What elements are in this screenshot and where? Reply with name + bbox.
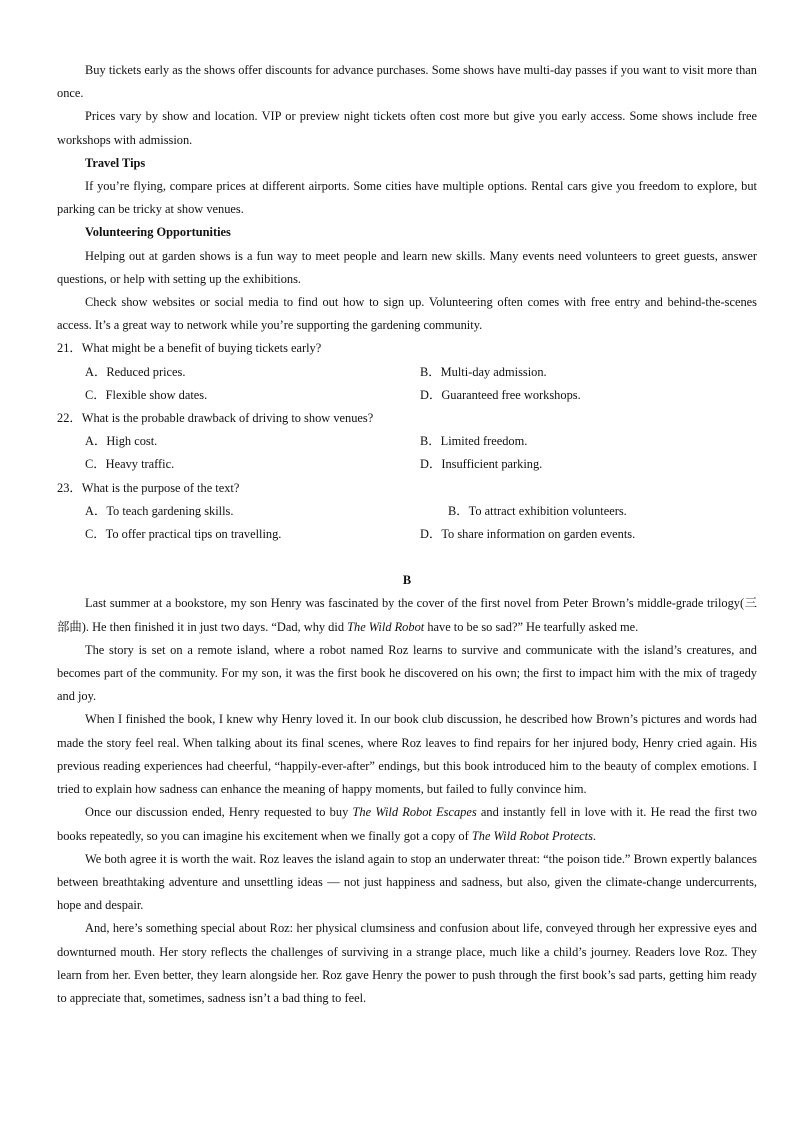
option-b: B．Limited freedom. (420, 434, 528, 449)
answer-options (57, 430, 757, 476)
paragraph-sign-up: Check show websites or social media to find out how to sign up. Volunteering often comes with free entry and behind-the-scenes access. It’s a great way to network while you’re supporting the gardening community. (57, 295, 757, 333)
option-a: A．High cost. (85, 434, 158, 449)
option-c: C．To offer practical tips on travelling. (85, 527, 282, 542)
paragraph-worth-the-wait: We both agree it is worth the wait. Roz leaves the island again to stop an underwater threat: “the poison tide.” Brown expertly balances between breathtaking adventure and unsettling ideas — not just happiness and sadness, but also, given the climate-change undercurrents, hope and despair. (57, 851, 757, 913)
option-a: A．To teach gardening skills. (85, 503, 234, 518)
question-21 (57, 337, 757, 407)
paragraph-travel: If you’re flying, compare prices at different airports. Some cities have multiple options. Rental cars give you freedom to explore, but parking can be tricky at show venues. (57, 179, 757, 217)
question-stem: 21．What might be a benefit of buying tickets early? (57, 341, 322, 356)
text-run: and instantly fell in love with it. He read the first two books repeatedly, so you can imagine his excitement when we finally got a copy of (57, 805, 758, 843)
text-run: have to be so sad?” He tearfully asked me. (424, 619, 639, 634)
paragraph-prices: Prices vary by show and location. VIP or preview night tickets often cost more but give you early access. Some shows include free workshops with admission. (57, 109, 757, 147)
heading-volunteering: Volunteering Opportunities (85, 225, 231, 240)
question-stem: 23．What is the purpose of the text? (57, 480, 240, 495)
section-b-title: B (402, 573, 412, 588)
heading-travel-tips: Travel Tips (85, 155, 146, 170)
answer-options (57, 500, 757, 546)
option-c: C．Heavy traffic. (85, 457, 175, 472)
exam-page (57, 59, 757, 1010)
text-run: Once our discussion ended, Henry requested to buy (85, 805, 353, 820)
book-title: The Wild Robot (347, 619, 425, 634)
paragraph-volunteering: Helping out at garden shows is a fun way to meet people and learn new skills. Many events need volunteers to greet guests, answer questions, or help with setting up the exhibitions. (57, 248, 757, 286)
option-d: D．Insufficient parking. (420, 457, 543, 472)
text-run: . (592, 828, 596, 843)
option-c: C．Flexible show dates. (85, 387, 208, 402)
paragraph-story-setting: The story is set on a remote island, where a robot named Roz learns to survive and communicate with the island’s creatures, and becomes part of the community. For my son, it was the first book he discovered on his own; the first to impact him with the mix of tragedy and joy. (57, 642, 757, 704)
question-22 (57, 407, 757, 477)
paragraph-book-club: When I finished the book, I knew why Henry loved it. In our book club discussion, he described how Brown’s pictures and words had made the story feel real. When talking about its final scenes, where Roz leaves to find repairs for her injured body, Henry cried again. His previous reading experiences had cheerful, “happily-ever-after” endings, but this book introduced him to the beauty of complex emotions. I tried to explain how sadness can enhance the meaning of happy moments, but failed to fully convince him. (57, 712, 757, 797)
book-title: The Wild Robot Escapes (352, 805, 477, 820)
paragraph-tickets: Buy tickets early as the shows offer discounts for advance purchases. Some shows have multi-day passes if you want to visit more than once. (57, 63, 757, 101)
option-b: B．To attract exhibition volunteers. (448, 503, 627, 518)
option-a: A．Reduced prices. (85, 364, 186, 379)
question-stem: 22．What is the probable drawback of driving to show venues? (57, 411, 374, 426)
question-23 (57, 477, 757, 547)
paragraph-bookstore (57, 592, 757, 638)
option-d: D．Guaranteed free workshops. (420, 387, 581, 402)
answer-options (57, 361, 757, 407)
option-d: D．To share information on garden events. (420, 527, 636, 542)
paragraph-roz: And, here’s something special about Roz: her physical clumsiness and confusion about life, conveyed through her expressive eyes and downturned mouth. Her story reflects the challenges of surviving in a strange place, much like a child’s journey. Readers love Roz. They learn from her. Even better, they learn alongside her. Roz gave Henry the power to push through the first book’s sad parts, getting him ready to appreciate that, sometimes, sadness isn’t a bad thing to feel. (57, 921, 757, 1005)
paragraph-sequels (57, 801, 757, 847)
text-run: Last summer at a bookstore, my son Henry was fascinated by the cover of the first novel from Peter Brown’s middle-grade trilogy(三部曲). He then finished it in just two days. “Dad, why did (57, 596, 757, 634)
book-title: The Wild Robot Protects (471, 828, 593, 843)
option-b: B．Multi-day admission. (420, 364, 547, 379)
